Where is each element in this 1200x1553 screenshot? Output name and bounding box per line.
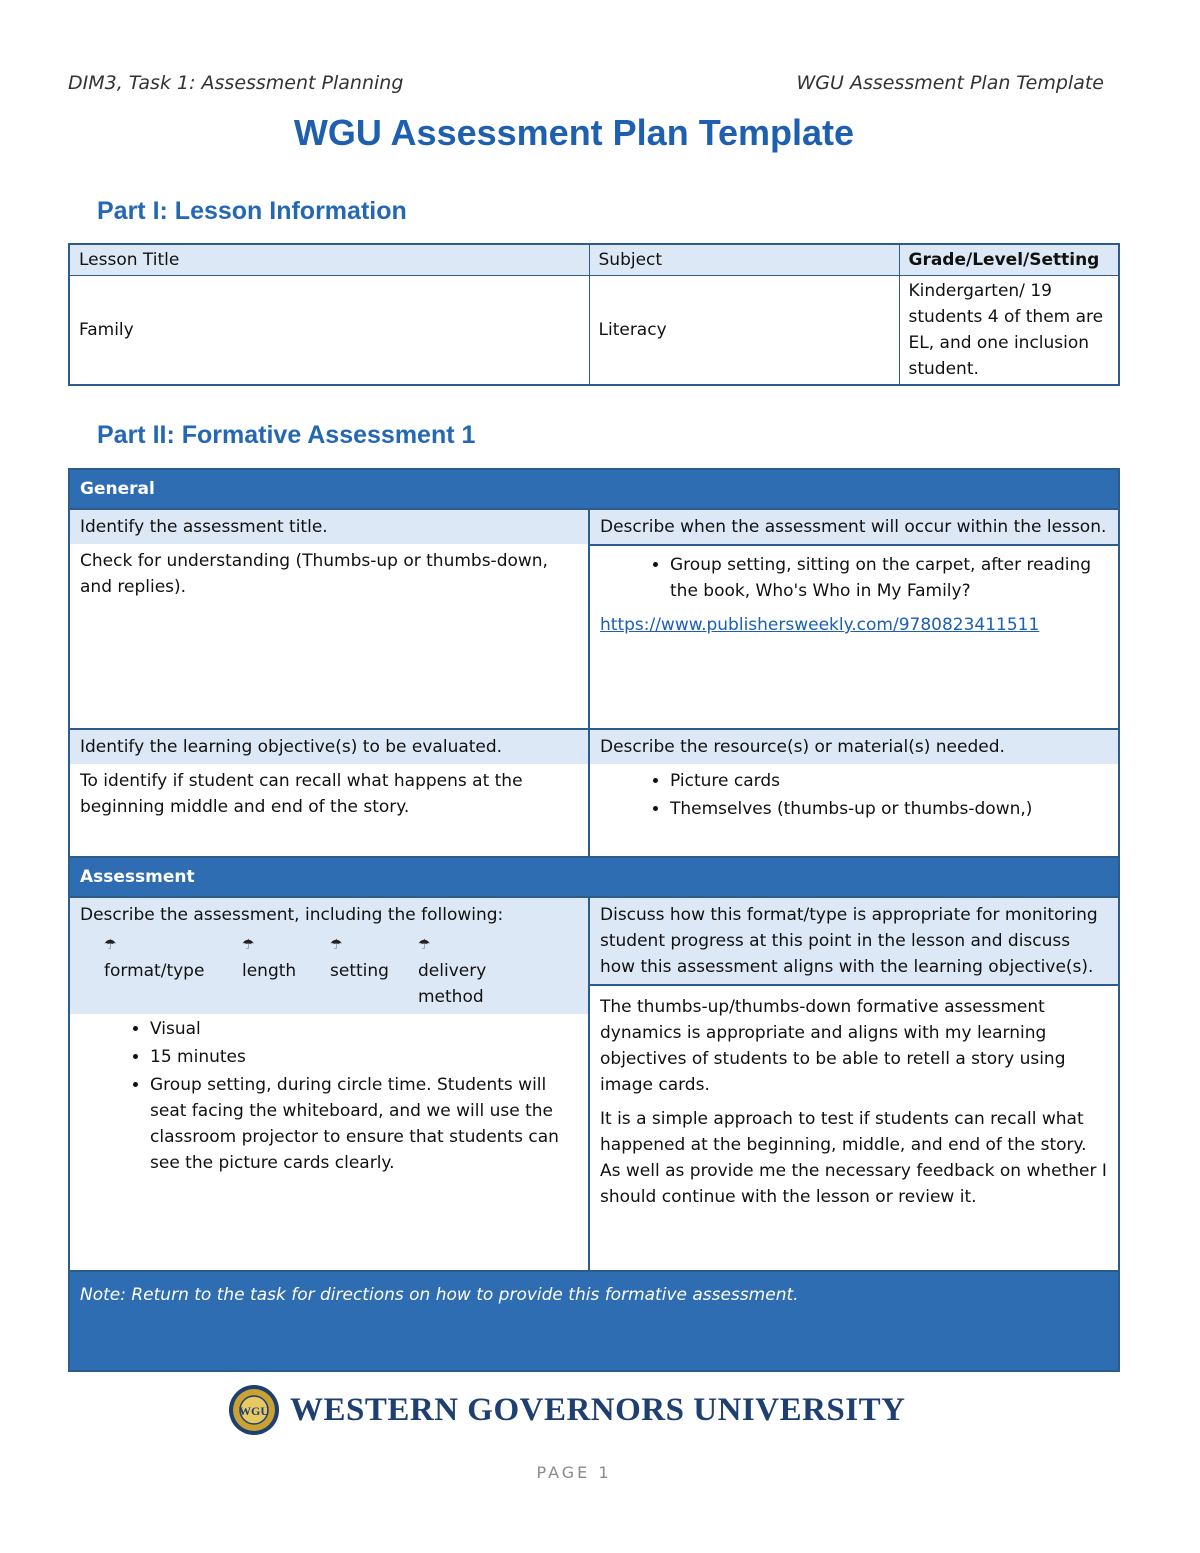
assessment-when-question: Describe when the assessment will occur within the lesson.	[590, 510, 1118, 546]
publishers-weekly-link[interactable]: https://www.publishersweekly.com/9780823411511	[600, 615, 1040, 635]
lesson-title-label: Lesson Title	[69, 244, 589, 276]
lesson-info-table	[68, 243, 1120, 386]
list-item: • Themselves (thumbs-up or thumbs-down,)	[670, 796, 1118, 822]
part1-heading: Part I: Lesson Information	[97, 197, 407, 225]
list-item: • Picture cards	[670, 768, 1118, 794]
resources-list	[590, 768, 1118, 822]
general-band: General	[69, 469, 1119, 509]
describe-list	[70, 1016, 588, 1176]
umbrella-bullet-icon: ☂	[104, 937, 117, 953]
wgu-logo	[228, 1384, 905, 1436]
wgu-seal-icon	[228, 1384, 280, 1436]
assessment-title-question: Identify the assessment title.	[70, 510, 588, 544]
option-delivery: delivery method	[418, 961, 487, 1007]
option-length: length	[242, 961, 297, 981]
resources-question: Describe the resource(s) or material(s) needed.	[590, 730, 1118, 764]
objective-answer: To identify if student can recall what happens at the beginning middle and end of the story.	[80, 771, 523, 817]
running-header-left: DIM3, Task 1: Assessment Planning	[68, 72, 404, 94]
option-format: format/type	[104, 961, 205, 981]
list-item: • Group setting, during circle time. Students will seat facing the whiteboard, and we will use the classroom projector to ensure that students can see the picture cards clearly.	[150, 1072, 588, 1176]
objective-question: Identify the learning objective(s) to be evaluated.	[70, 730, 588, 764]
discuss-answer-2: It is a simple approach to test if students can recall what happened at the beginning, middle, and end of the story. As well as provide me the necessary feedback on whether I should continue with the lesson or review it.	[600, 1109, 1107, 1207]
assessment-title-cell	[69, 509, 589, 729]
describe-cell	[69, 897, 589, 1271]
subject-label: Subject	[589, 244, 899, 276]
page-number: PAGE 1	[536, 1463, 612, 1482]
discuss-cell	[589, 897, 1119, 1271]
lesson-title-value: Family	[69, 276, 589, 386]
option-setting: setting	[330, 961, 389, 981]
describe-question: Describe the assessment, including the following:	[70, 898, 588, 928]
discuss-question: Discuss how this format/type is appropriate for monitoring student progress at this point in the lesson and discuss how this assessment aligns with the learning objective(s).	[590, 898, 1118, 986]
list-item: • Visual	[150, 1016, 588, 1042]
note-band: Note: Return to the task for directions on how to provide this formative assessment.	[69, 1271, 1119, 1371]
umbrella-bullet-icon: ☂	[418, 937, 436, 953]
list-item: • 15 minutes	[150, 1044, 588, 1070]
resources-cell	[589, 729, 1119, 857]
describe-options	[70, 928, 588, 1014]
page-title: WGU Assessment Plan Template	[293, 112, 855, 153]
discuss-answer-1: The thumbs-up/thumbs-down formative assessment dynamics is appropriate and aligns with my learning objectives of students to be able to retell a story using image cards.	[600, 997, 1066, 1095]
assessment-when-cell	[589, 509, 1119, 729]
objective-cell	[69, 729, 589, 857]
umbrella-bullet-icon: ☂	[330, 937, 343, 953]
list-item: • Group setting, sitting on the carpet, after reading the book, Who's Who in My Family?	[670, 552, 1118, 604]
wgu-seal-text: WGU	[239, 1404, 269, 1418]
formative-assessment-table	[68, 468, 1120, 1372]
assessment-title-answer: Check for understanding (Thumbs-up or thumbs-down, and replies).	[80, 551, 548, 597]
grade-value: Kindergarten/ 19 students 4 of them are EL, and one inclusion student.	[899, 276, 1119, 386]
running-header-right: WGU Assessment Plan Template	[796, 72, 1104, 94]
umbrella-bullet-icon: ☂	[242, 937, 255, 953]
assessment-band: Assessment	[69, 857, 1119, 897]
part2-heading: Part II: Formative Assessment 1	[97, 421, 476, 449]
grade-label: Grade/Level/Setting	[899, 244, 1119, 276]
assessment-when-list	[590, 552, 1118, 604]
wgu-logo-text: WESTERN GOVERNORS UNIVERSITY	[290, 1391, 906, 1428]
subject-value: Literacy	[589, 276, 899, 386]
